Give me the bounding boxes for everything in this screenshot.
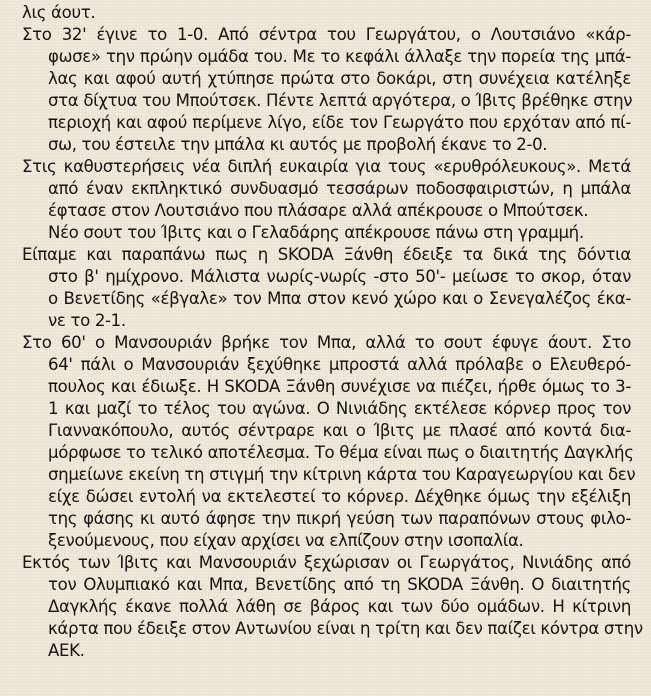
text-line: Στο 32' έγινε το 1-0. Από σέντρα του Γεωργάτου, ο Λουτσιάνο «κάρ- xyxy=(22,25,631,44)
text-line: ο Βενετίδης «έβγαλε» τον Μπα στον κενό χώρο και ο Σενεγαλέζος έκα- xyxy=(48,289,631,308)
text-line: Γιαννακόπουλο, αυτός σέντραρε και ο Ίβιτς με πλασέ από κοντά δια- xyxy=(48,421,631,440)
text-line: της φάσης κι αυτό άφησε την πικρή γεύση των παραπόνων στους φιλο- xyxy=(48,509,631,528)
text-line: έφτασε στον Λουτσιάνο που πλάσαρε αλλά απέκρουσε ο Μπούτσεκ. xyxy=(48,201,589,220)
text-line: φωσε» την πρώην ομάδα του. Με το κεφάλι άλλαξε την πορεία της μπά- xyxy=(48,47,631,66)
text-line: λας και αφού αυτή χτύπησε πρώτα στο δοκάρι, στη συνέχεια κατέληξε xyxy=(48,69,631,88)
text-line: 1 και μαζί το τέλος του αγώνα. Ο Νινιάδης εκτέλεσε κόρνερ προς τον xyxy=(48,399,631,418)
text-line: Είπαμε και παραπάνω πως η SKODA Ξάνθη έδειξε τα δικά της δόντια xyxy=(22,245,631,264)
text-line: Εκτός των Ίβιτς και Μανσουριάν ξεχώρισαν οι Γεωργάτος, Νινιάδης από xyxy=(22,553,631,572)
text-line: Στο 60' ο Μανσουριάν βρήκε τον Μπα, αλλά το σουτ έφυγε άουτ. Στο xyxy=(22,333,631,352)
text-line: λις άουτ. xyxy=(22,3,96,22)
text-line: Δαγκλής έκανε πολλά λάθη σε βάρος και των δύο ομάδων. Η κίτρινη xyxy=(48,597,631,616)
text-line: τον Ολυμπιακό και Μπα, Βενετίδης από τη SKODA Ξάνθη. Ο διαιτητής xyxy=(48,575,631,594)
text-line: πουλος και έδιωξε. Η SKODA Ξάνθη συνέχισε να πιέζει, ήρθε όμως το 3- xyxy=(48,377,631,396)
text-line: 64' πάλι ο Μανσουριάν ξεχύθηκε μπροστά αλλά πρόλαβε ο Ελευθερό- xyxy=(48,355,631,374)
text-line: κάρτα που έδειξε στον Αντωνίου είναι η τρίτη και δεν παίζει κόντρα στην xyxy=(48,619,643,638)
text-line: ξενούμενους, που είχαν αρχίσει να ελπίζουν στην ισοπαλία. xyxy=(48,531,524,550)
text-line: ΑΕΚ. xyxy=(48,641,85,660)
text-line: περιοχή και αφού περίμενε λίγο, είδε τον Γεωργάτο που ερχόταν από πί- xyxy=(48,113,631,132)
text-line: Στις καθυστερήσεις νέα διπλή ευκαιρία για τους «ερυθρόλευκους». Μετά xyxy=(22,157,631,176)
text-line: στα δίχτυα του Μπούτσεκ. Πέντε λεπτά αργότερα, ο Ίβιτς βρέθηκε στην xyxy=(48,91,633,110)
text-line: σημείωνε εκείνη τη στιγμή την κίτρινη κάρτα του Καραγεωργίου και δεν xyxy=(48,465,636,484)
text-line: νε το 2-1. xyxy=(48,311,126,330)
text-line: Νέο σουτ του Ίβιτς και ο Γελαδάρης απέκρουσε πάνω στη γραμμή. xyxy=(48,223,584,242)
text-line: σω, του έστειλε την μπάλα κι αυτός με προβολή έκανε το 2-0. xyxy=(48,135,548,154)
text-line: είχε δώσει εντολή να εκτελεστεί το κόρνερ. Δέχθηκε όμως την εξέλιξη xyxy=(48,487,631,506)
text-line: στο β' ημίχρονο. Μάλιστα νωρίς-νωρίς -στο 50'- μείωσε το σκορ, όταν xyxy=(48,267,631,286)
text-line: από έναν εκπληκτικό συνδυασμό τεσσάρων ποδοσφαιριστών, η μπάλα xyxy=(48,179,631,198)
text-line: μόρφωσε το τελικό αποτέλεσμα. Το θέμα είναι πως ο διαιτητής Δαγκλής xyxy=(48,443,634,462)
